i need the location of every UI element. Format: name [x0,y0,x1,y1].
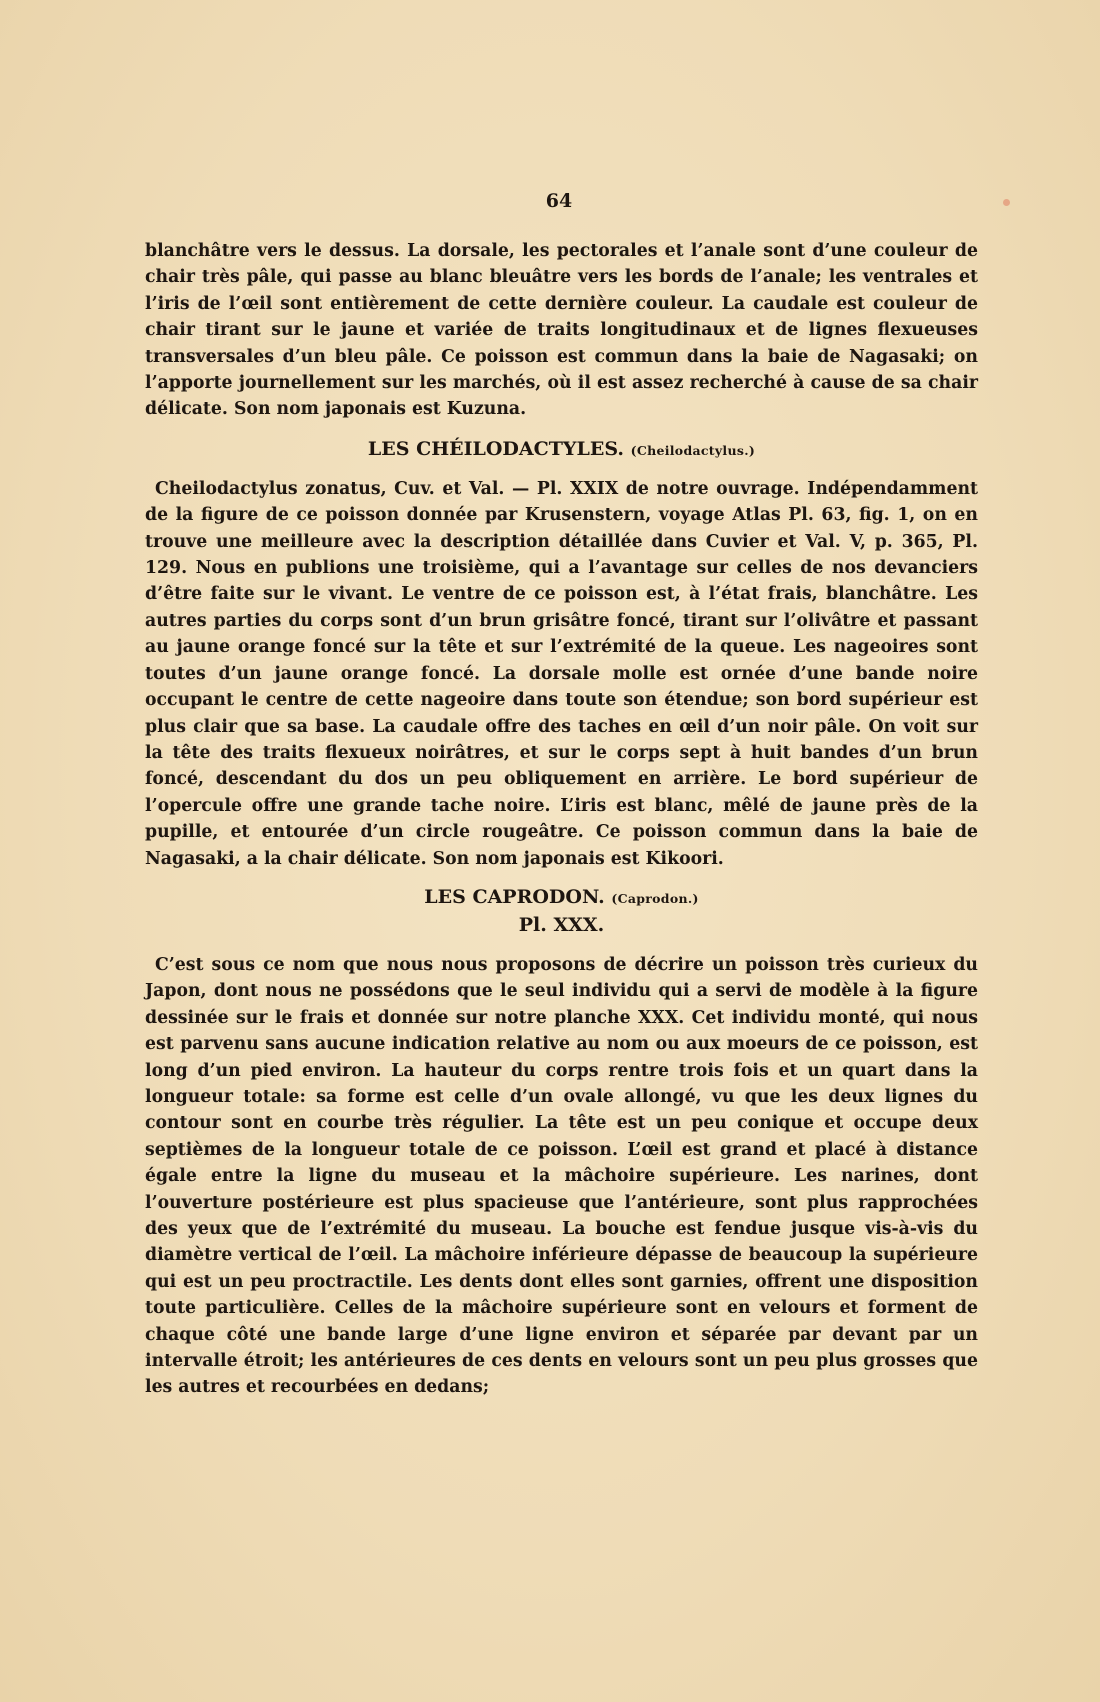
plate-reference: Pl. XXX. [518,913,605,936]
heading-latin-name: (Caprodon.) [611,890,699,906]
page-number: 64 [545,190,573,212]
paragraph-continuation: blanchâtre vers le dessus. La dorsale, les pectorales et l’anale sont d’une couleur de chair très pâle, qui passe au blanc bleuâtre vers les bords de l’anale; les ventrales et l’iris de l’œil sont entièrement de cette dernière couleur. La caudale est couleur de chair tirant sur le jaune et variée de traits longitudinaux et de lignes flexueuses transversales d’un bleu pâle. Ce poisson est commun dans la baie de Nagasaki; on l’apporte journellement sur les marchés, où il est assez recherché à cause de sa chair délicate. Son nom japonais est Kuzuna. [145,241,978,420]
heading-title: LES CAPRODON. [424,885,605,908]
heading-latin-name: (Cheilodactylus.) [630,442,756,458]
paragraph-caprodon: C’est sous ce nom que nous nous proposons de décrire un poisson très curieux du Japon, dont nous ne possédons que le seul individu qui a servi de modèle à la figure dessinée sur le frais et donnée sur notre planche XXX. Cet individu monté, qui nous est parvenu sans aucune indication relative au nom ou aux moeurs de ce poisson, est long d’un pied environ. La hauteur du corps rentre trois fois et un quart dans la longueur totale: sa forme est celle d’un ovale allongé, vu que les deux lignes du contour sont en courbe très régulier. La tête est un peu conique et occupe deux septièmes de la longueur totale de ce poisson. L’œil est grand et placé à distance égale entre la ligne du museau et la mâchoire supérieure. Les narines, dont l’ouverture postérieure est plus spacieuse que l’antérieure, sont plus rapprochées des yeux que de l’extrémité du museau. La bouche est fendue jusque vis-à-vis du diamètre vertical de l’œil. La mâchoire inférieure dépasse de beaucoup la supérieure qui est un peu proctractile. Les dents dont elles sont garnies, offrent une disposition toute particulière. Celles de la mâchoire supérieure sont en velours et forment de chaque côté une bande large d’une ligne environ et séparée par devant par un intervalle étroit; les antérieures de ces dents en velours sont un peu plus grosses que les autres et recourbées en dedans; [145,954,978,1398]
text-column [145,238,978,1401]
section-heading-caprodon [145,884,978,912]
paragraph-cheilodactylus: Cheilodactylus zonatus, Cuv. et Val. — Pl. XXIX de notre ouvrage. Indépendamment de la figure de ce poisson donnée par Krusenstern, voyage Atlas Pl. 63, fig. 1, on en trouve une meilleure avec la description détaillée dans Cuvier et Val. V, p. 365, Pl. 129. Nous en publions une troisième, qui a l’avantage sur celles de nos devanciers d’être faite sur le vivant. Le ventre de ce poisson est, à l’état frais, blanchâtre. Les autres parties du corps sont d’un brun grisâtre foncé, tirant sur l’olivâtre et passant au jaune orange foncé sur la tête et sur l’extrémité de la queue. Les nageoires sont toutes d’un jaune orange foncé. La dorsale molle est ornée d’une bande noire occupant le centre de cette nageoire dans toute son étendue; son bord supérieur est plus clair que sa base. La caudale offre des taches en œil d’un noir pâle. On voit sur la tête des traits flexueux noirâtres, et sur le corps sept à huit bandes d’un brun foncé, descendant du dos un peu obliquement en arrière. Le bord supérieur de l’opercule offre une grande tache noire. L’iris est blanc, mêlé de jaune près de la pupille, et entourée d’un circle rougeâtre. Ce poisson commun dans la baie de Nagasaki, a la chair délicate. Son nom japonais est Kikoori. [145,478,978,869]
section-heading-cheilodactyles [145,436,978,464]
heading-title: LES CHÉILODACTYLES. [367,437,624,460]
